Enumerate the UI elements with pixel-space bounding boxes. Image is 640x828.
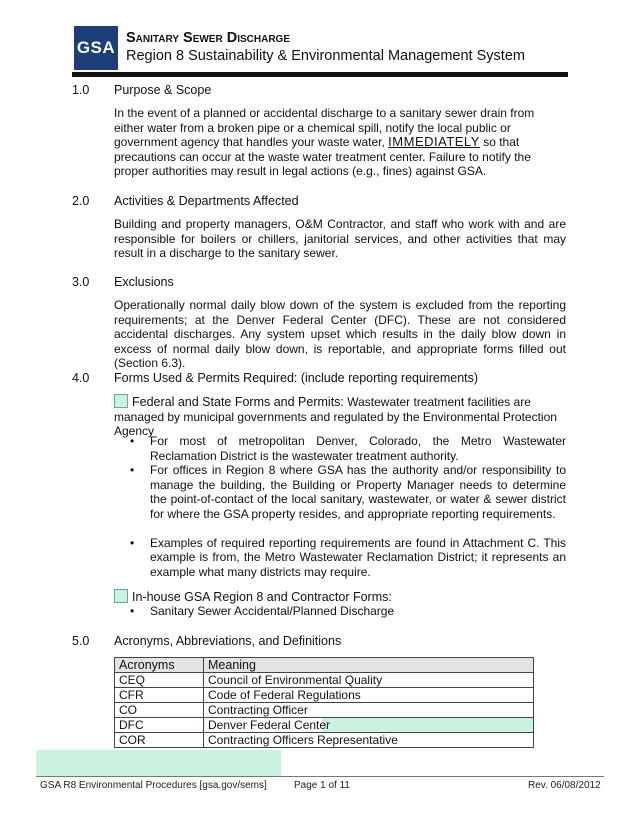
immediately-emphasis: IMMEDIATELY [388,134,480,150]
table-cell: Council of Environmental Quality [204,673,534,688]
table-cell: CFR [115,688,204,703]
table-row [115,703,534,718]
highlight-block [36,750,281,776]
table-cell: COR [115,733,204,748]
footer-rule [36,776,604,777]
section-title: Exclusions [114,275,174,289]
document-header [72,24,568,76]
table-cell: Contracting Officers Representative [204,733,534,748]
section-title: Forms Used & Permits Required: (include reporting requirements) [114,371,479,385]
section-number: 3.0 [72,275,90,289]
acronyms-table [114,657,534,748]
activities-paragraph: Building and property managers, O&M Contractor, and staff who work with and are responsible for boilers or chillers, janitorial services, and other activities that may result in a discharge to the sanitary sewer. [114,217,566,261]
table-cell: Contracting Officer [204,703,534,718]
exclusions-paragraph: Operationally normal daily blow down of the system is excluded from the reporting requirements; at the Denver Federal Center (DFC). These are not considered accidental discharges. Any system upset which results in the daily blow down in excess of normal daily blow down, is reportable, and appropriate forms filled out (Section 6.3). [114,298,566,371]
table-cell: CO [115,703,204,718]
table-header-cell: Acronyms [115,658,204,673]
table-header-cell: Meaning [204,658,534,673]
section-title: Activities & Departments Affected [114,194,299,208]
federal-forms-paragraph: Federal and State Forms and Permits: Wastewater treatment facilities are managed by municipal governments and regulated by the Environmental Protection Agency [114,395,557,439]
table-cell: DFC [115,718,204,733]
table-row [115,733,534,748]
list-item: • For most of metropolitan Denver, Colorado, the Metro Wastewater Reclamation District is the wastewater treatment authority. [130,434,566,463]
document-title: Sanitary Sewer Discharge [126,30,290,46]
gsa-logo: GSA [74,26,118,70]
list-item: • Examples of required reporting requirements are found in Attachment C. This example is from, the Metro Wastewater Reclamation District; it represents an example what many districts may require. [130,535,566,579]
table-row [115,673,534,688]
footer-left: GSA R8 Environmental Procedures [gsa.gov/sems] [40,780,267,791]
inhouse-forms-label: In-house GSA Region 8 and Contractor Forms: [114,589,392,604]
inhouse-forms-list [130,604,566,619]
table-header-row [115,658,534,673]
federal-bullet-list [130,434,566,579]
list-item: • Sanitary Sewer Accidental/Planned Discharge [130,604,395,618]
table-row [115,688,534,703]
header-rule [72,72,568,77]
footer-revision: Rev. 06/08/2012 [528,780,601,791]
section-number: 1.0 [72,83,90,97]
table-cell: Code of Federal Regulations [204,688,534,703]
inhouse-forms-checkbox[interactable] [114,589,128,603]
table-cell: CEQ [115,673,204,688]
federal-forms-checkbox[interactable] [114,394,128,408]
section-number: 2.0 [72,194,90,208]
document-subtitle: Region 8 Sustainability & Environmental Management System [126,48,525,64]
section-title: Acronyms, Abbreviations, and Definitions [114,634,342,648]
section-number: 5.0 [72,634,90,648]
table-row [115,718,534,733]
purpose-paragraph: In the event of a planned or accidental discharge to a sanitary sewer drain from either water from a broken pipe or a chemical spill, notify the local public or government agency that handles your waste water, IMMEDIATELY so that precautions can occur at the waste water treatment center. Failure to notify the proper authorities may result in legal actions (e.g., fines) against GSA. [114,106,535,179]
table-cell: Denver Federal Center [204,718,534,733]
list-item: • For offices in Region 8 where GSA has the authority and/or responsibility to manage the building, the Building or Property Manager needs to determine the point-of-contact of the local sanitary, wastewater, or water & sewer district for where the GSA property resides, and appropriate reporting requirements. [130,463,566,521]
section-number: 4.0 [72,371,90,385]
footer-page-number: Page 1 of 11 [294,780,350,791]
section-title: Purpose & Scope [114,83,212,97]
